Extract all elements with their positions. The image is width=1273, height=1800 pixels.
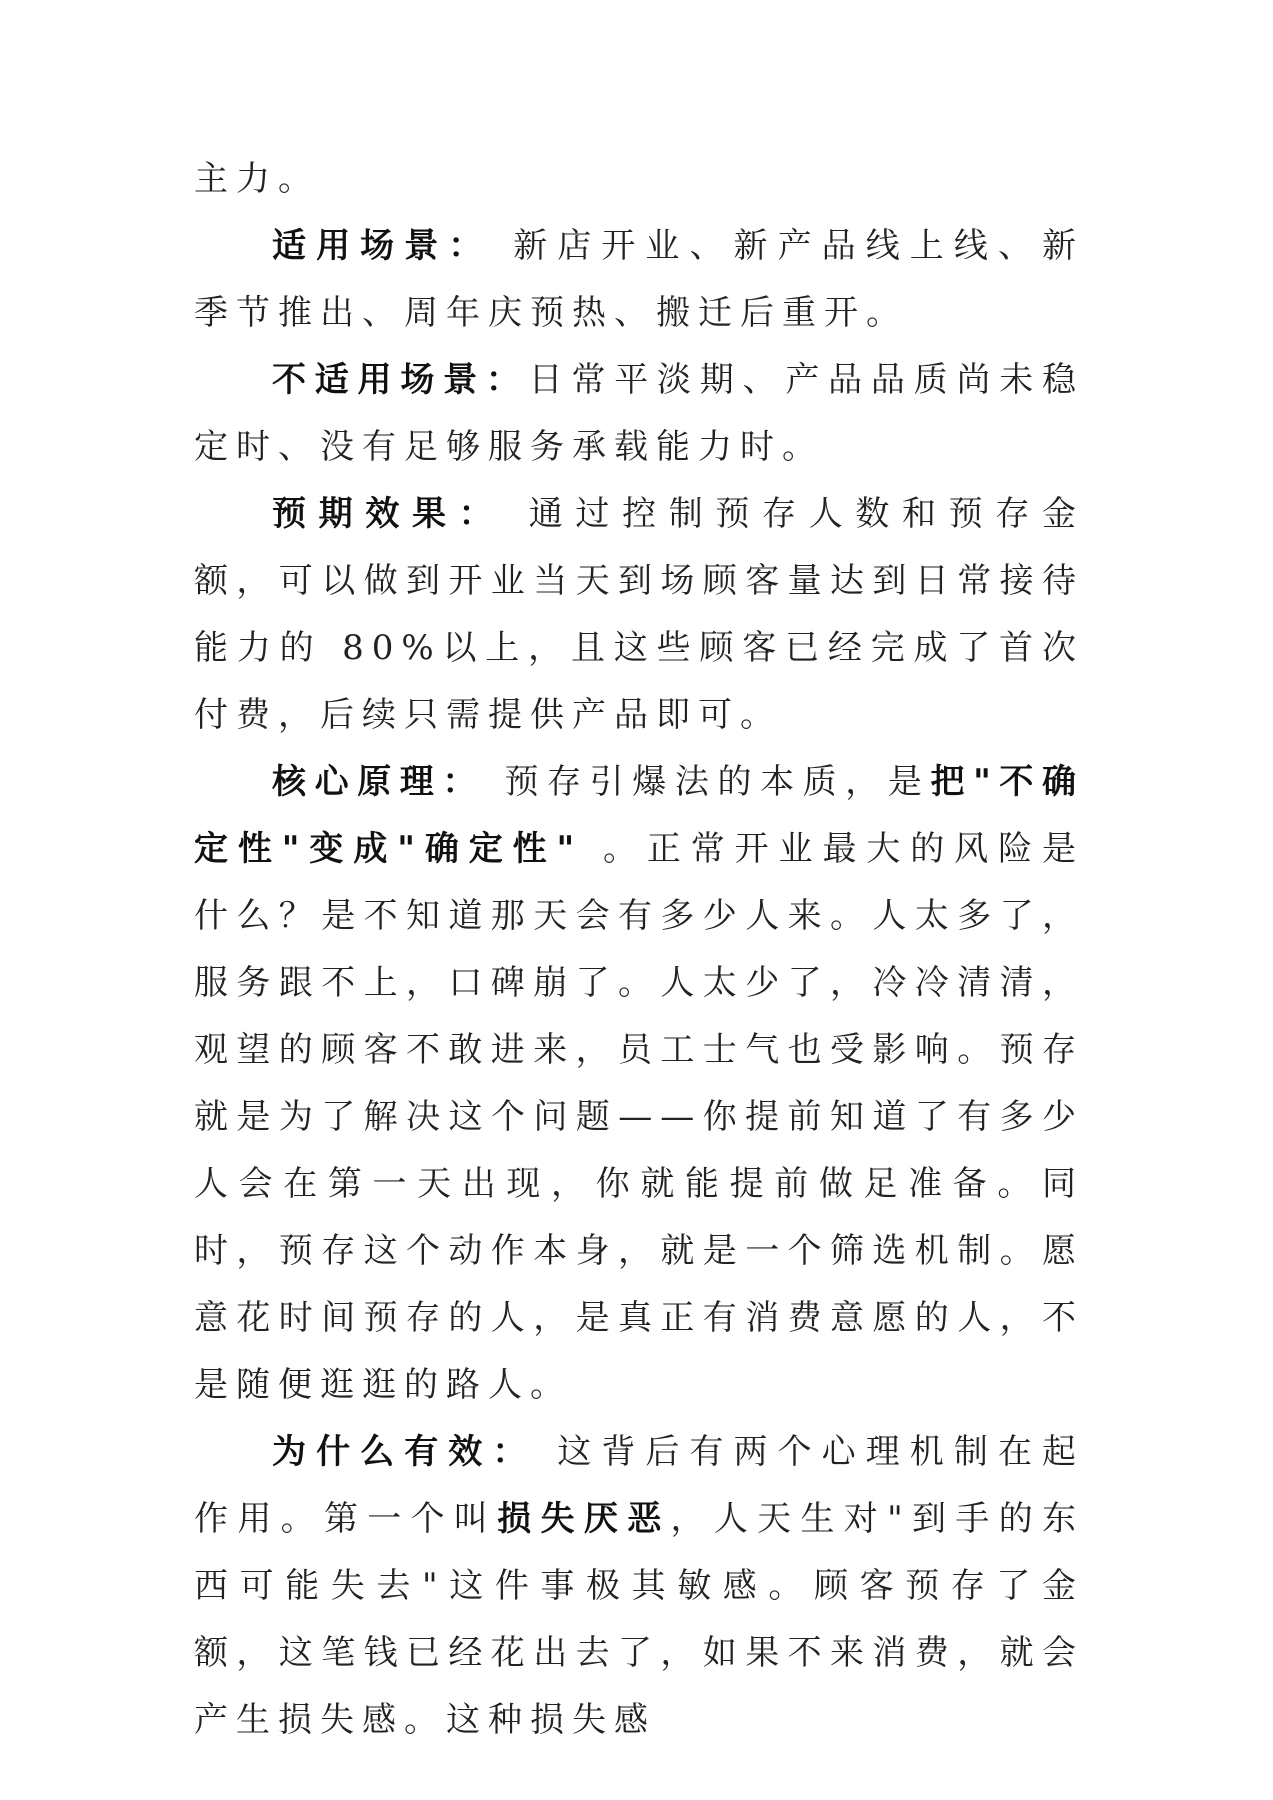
paragraph-why-effective bbox=[194, 1419, 1084, 1754]
paragraph-text: 这背后有两个心理机制在起作用。第一个叫 bbox=[194, 1432, 1085, 1539]
paragraph-text: ，人天生对"到手的东西可能失去"这件事极其敏感。顾客预存了金额，这笔钱已经花出去了，如果不来消费，就会产生损失感。这种损失感 bbox=[194, 1499, 1085, 1740]
paragraph-applicable-scenarios bbox=[194, 213, 1084, 347]
section-heading: 适用场景： bbox=[272, 226, 493, 266]
section-heading: 预期效果： bbox=[272, 494, 506, 534]
section-heading: 不适用场景： bbox=[272, 360, 529, 400]
paragraph-text: 。正常开业最大的风险是什么？是不知道那天会有多少人来。人太多了，服务跟不上，口碑崩了。人太少了，冷冷清清，观望的顾客不敢进来，员工士气也受影响。预存就是为了解决这个问题——你提前知道了有多少人会在第一天出现，你就能提前做足准备。同时，预存这个动作本身，就是一个筛选机制。愿意花时间预存的人，是真正有消费意愿的人，不是随便逛逛的路人。 bbox=[194, 829, 1084, 1405]
emphasis-text: 把"不确定性"变成"确定性" bbox=[194, 762, 1085, 869]
paragraph-not-applicable-scenarios bbox=[194, 347, 1084, 481]
section-heading: 核心原理： bbox=[272, 762, 486, 802]
paragraph-text: 主力。 bbox=[194, 159, 320, 199]
paragraph-core-principle bbox=[194, 749, 1084, 1419]
paragraph-carryover bbox=[194, 146, 1084, 213]
paragraph-text: 新店开业、新产品线上线、新季节推出、周年庆预热、搬迁后重开。 bbox=[194, 226, 1085, 333]
paragraph-text: 通过控制预存人数和预存金额，可以做到开业当天到场顾客量达到日常接待能力的 80%以上，且这些顾客已经完成了首次付费，后续只需提供产品即可。 bbox=[194, 494, 1085, 735]
paragraph-text: 日常平淡期、产品品质尚未稳定时、没有足够服务承载能力时。 bbox=[194, 360, 1085, 467]
emphasis-text: 损失厌恶 bbox=[497, 1499, 671, 1539]
section-heading: 为什么有效： bbox=[272, 1432, 537, 1472]
document-body bbox=[194, 146, 1084, 1754]
paragraph-expected-effect bbox=[194, 481, 1084, 749]
paragraph-text: 预存引爆法的本质，是 bbox=[485, 762, 931, 802]
